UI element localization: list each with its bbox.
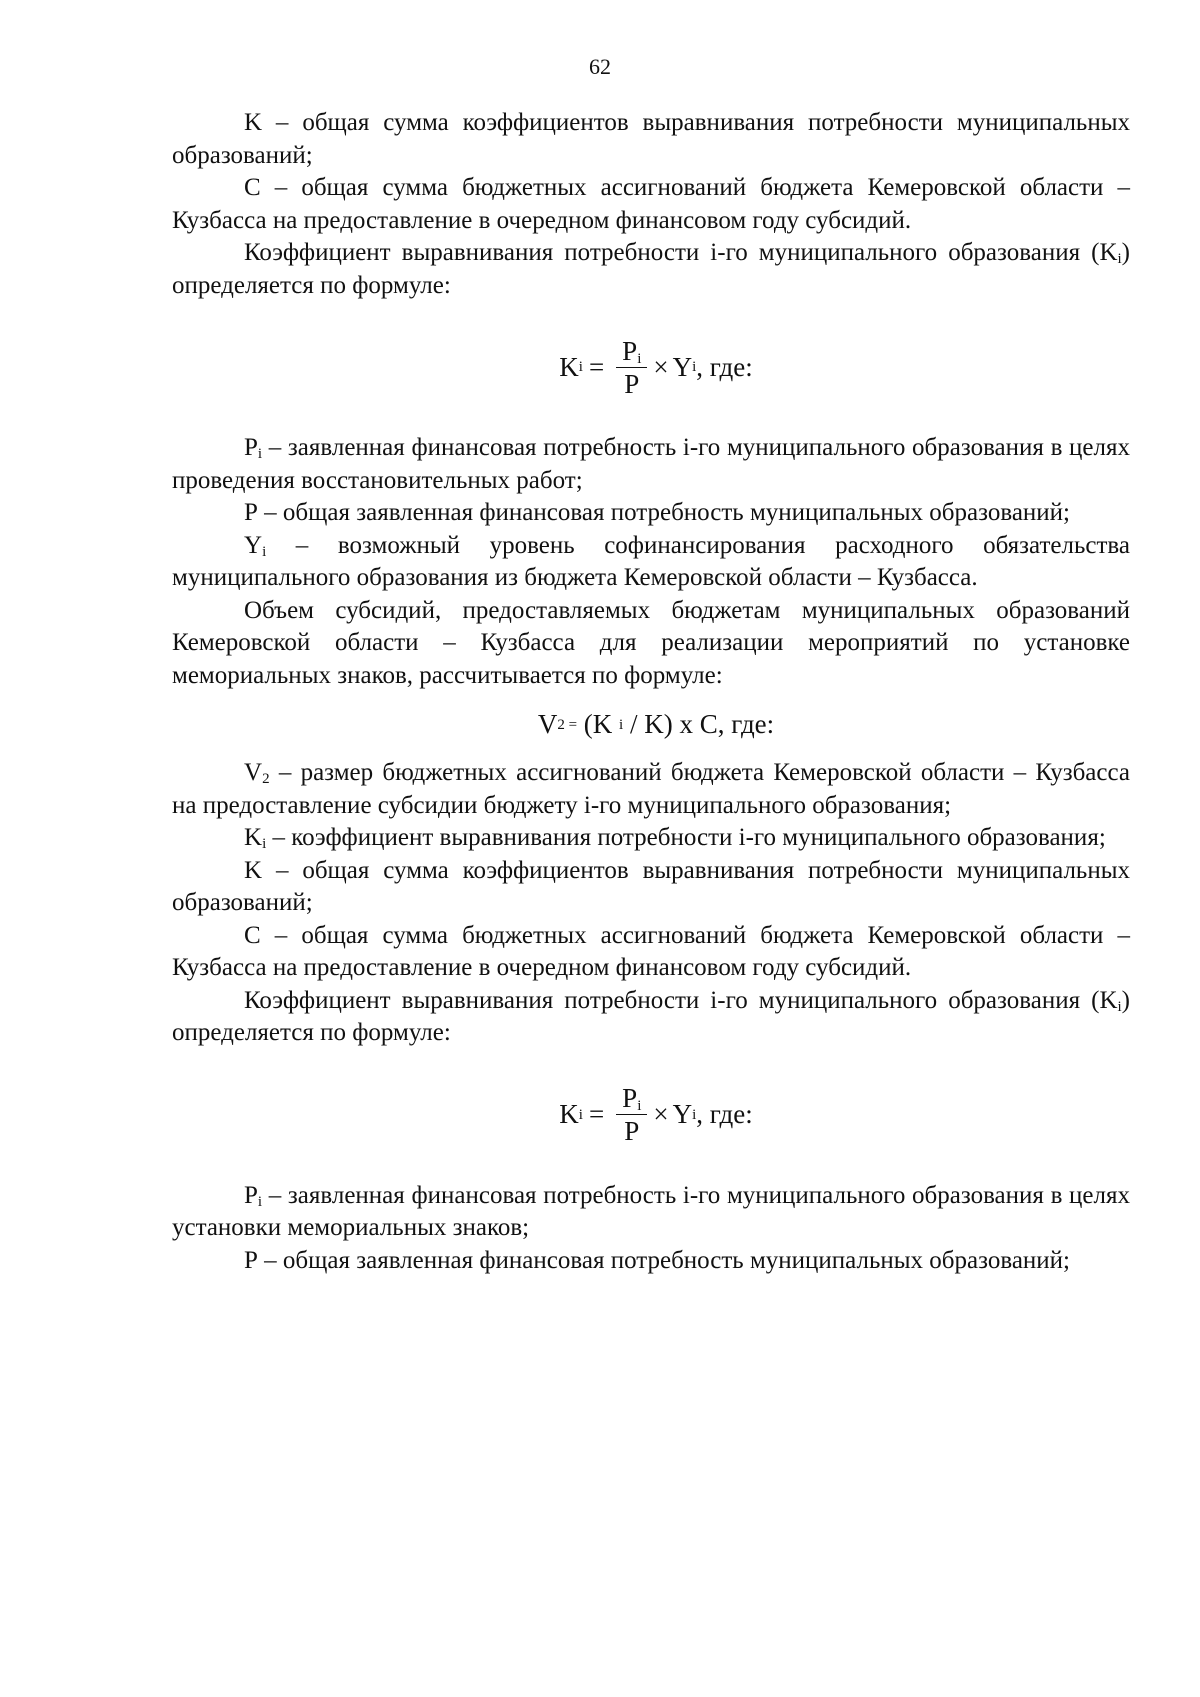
coefficient-intro-sub: i xyxy=(1117,251,1122,267)
formula-y: Y xyxy=(672,1099,693,1130)
definition-item xyxy=(172,432,1130,497)
page-content xyxy=(172,107,1130,1277)
definition-sub: i xyxy=(257,1193,263,1210)
paragraph-k-sum: K – общая сумма коэффициентов выравнивания потребности муниципальных образований; xyxy=(172,109,1130,169)
definition-text: – возможный уровень софинансирования расходного обязательства муниципального образования из бюджета Кемеровской области – Кузбасса. xyxy=(172,531,1130,591)
formula-lhs: K xyxy=(559,1099,579,1130)
coefficient-intro-before: Коэффициент выравнивания потребности i-го муниципального образования (K xyxy=(244,239,1118,266)
paragraph-coefficient-intro xyxy=(172,237,1130,302)
definition-item xyxy=(172,855,1130,920)
coefficient-intro-after: ) определяется по формуле: xyxy=(172,239,1130,299)
definition-sub: i xyxy=(257,446,263,462)
paragraph-subsidy-volume: Объем субсидий, предоставляемых бюджетам муниципальных образований Кемеровской области – Кузбасса для реализации мероприятий по установке мемориальных знаков, рассчитывается по формуле: xyxy=(172,596,1130,689)
formula-times: × xyxy=(653,1099,669,1130)
definition-item xyxy=(172,1180,1130,1245)
formula-tail: , где: xyxy=(696,351,753,382)
definition-symbol: P xyxy=(244,499,258,526)
definition-text: – заявленная финансовая потребность i-го муниципального образования в целях проведения восстановительных работ; xyxy=(172,434,1130,494)
definition-item xyxy=(172,757,1130,822)
fraction-numerator xyxy=(616,337,647,368)
formula-v2: V 2 = (K i / K) x C, где: xyxy=(537,709,775,740)
coefficient-after: ) определяется по формуле: xyxy=(172,986,1130,1046)
definition-sub: i xyxy=(262,543,267,560)
definition-item xyxy=(172,530,1130,595)
definition-symbol: K xyxy=(244,856,263,884)
definition-text: – общая сумма бюджетных ассигнований бюджета Кемеровской области – Кузбасса на предоставление в очередном финансовом году субсидий. xyxy=(172,921,1130,981)
formula-equals: = xyxy=(588,1099,605,1130)
formula-ki-2: K i = $\frac{P_i}{P}$ × Y i , где: xyxy=(559,1083,753,1146)
formula-equals: = xyxy=(588,351,605,382)
definition-text: – заявленная финансовая потребность i-го муниципального образования в целях установки мемориальных знаков; xyxy=(172,1181,1130,1241)
definition-item xyxy=(172,1245,1130,1278)
numerator-symbol: P xyxy=(622,335,638,366)
definition-item xyxy=(172,822,1130,855)
fraction-denominator: P xyxy=(624,368,640,399)
formula-ki-1: K i = $\frac{P_i}{P}$ × Y i , где: xyxy=(559,335,753,399)
formula-v: V xyxy=(537,709,558,740)
definition-symbol: V xyxy=(244,759,263,786)
formula-fraction xyxy=(616,337,647,398)
definition-item xyxy=(172,920,1130,985)
definitions-group-3 xyxy=(172,1180,1130,1278)
definition-symbol: Y xyxy=(244,531,263,559)
definition-symbol: K xyxy=(244,824,263,851)
definition-text: – коэффициент выравнивания потребности i-го муниципального образования; xyxy=(266,824,1106,851)
fraction-numerator xyxy=(616,1084,647,1115)
definition-text: – общая заявленная финансовая потребность муниципальных образований; xyxy=(257,499,1070,526)
coefficient-before: Коэффициент выравнивания потребности i-го муниципального образования (K xyxy=(244,986,1118,1014)
paragraph-coefficient-repeat xyxy=(172,985,1130,1050)
coefficient-sub: i xyxy=(1117,998,1122,1015)
fraction-denominator: P xyxy=(624,1116,640,1146)
definition-symbol: P xyxy=(244,434,258,461)
definition-symbol: P xyxy=(244,1246,258,1274)
definition-symbol: С xyxy=(244,921,261,949)
definition-item xyxy=(172,497,1130,530)
numerator-sub: i xyxy=(637,350,642,367)
definitions-group-2 xyxy=(172,757,1130,985)
numerator-sub: i xyxy=(637,1098,642,1114)
definition-text: – общая заявленная финансовая потребность муниципальных образований; xyxy=(257,1246,1070,1274)
definition-text: – размер бюджетных ассигнований бюджета Кемеровской области – Кузбасса на предоставление субсидии бюджету i-го муниципального образования; xyxy=(172,759,1130,819)
formula-lhs: K xyxy=(559,351,579,382)
definition-sub: 2 xyxy=(262,771,270,787)
definition-text: – общая сумма коэффициентов выравнивания потребности муниципальных образований; xyxy=(172,856,1130,916)
definition-sub: i xyxy=(262,836,267,852)
formula-tail: , где: xyxy=(696,1099,753,1130)
formula-times: × xyxy=(653,351,669,382)
paragraph-c-sum: С – общая сумма бюджетных ассигнований бюджета Кемеровской области – Кузбасса на предоставление в очередном финансовом году субсидий. xyxy=(172,174,1130,234)
formula-v-tail: / K) x C, где: xyxy=(623,709,775,740)
definitions-group-1 xyxy=(172,432,1130,595)
formula-expr: (K xyxy=(577,709,620,740)
numerator-symbol: P xyxy=(622,1083,638,1113)
page-number: 62 xyxy=(589,54,611,79)
formula-y: Y xyxy=(672,351,693,382)
formula-fraction xyxy=(616,1084,647,1145)
definition-symbol: P xyxy=(244,1181,258,1209)
